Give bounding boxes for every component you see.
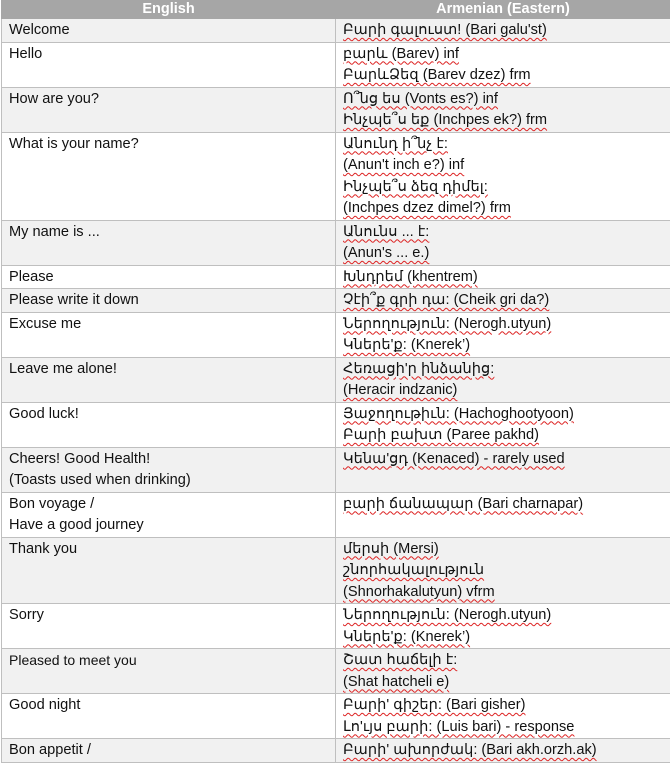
armenian-text: բարի ճանապար (Bari charnapar) xyxy=(343,494,663,516)
english-text: Cheers! Good Health! xyxy=(9,449,328,471)
armenian-text: Անունս ... է: xyxy=(343,222,663,244)
armenian-text: Ինչպե՞ս ձեզ դիմել: xyxy=(343,177,663,199)
armenian-phrase-cell xyxy=(336,220,670,265)
english-text: Hello xyxy=(9,44,328,66)
armenian-phrase-cell xyxy=(336,492,670,537)
armenian-text: Ո՞նց ես (Vonts es?) inf xyxy=(343,89,663,111)
english-phrase-cell xyxy=(2,312,336,357)
armenian-text: Բարի' գիշեր: (Bari gisher) xyxy=(343,695,663,717)
english-phrase-cell xyxy=(2,265,336,289)
armenian-text: Բարի գալուստ! (Bari galu'st) xyxy=(343,20,663,42)
english-phrase-cell xyxy=(2,604,336,649)
armenian-text: Կներե'ք: (Knerek’) xyxy=(343,335,663,357)
armenian-text: (Shnorhakalutyun) vfrm xyxy=(343,582,663,604)
table-row xyxy=(2,312,670,357)
header-english: English xyxy=(2,1,336,19)
armenian-text: Բարի բախտ (Paree pakhd) xyxy=(343,425,663,447)
armenian-phrase-cell xyxy=(336,447,670,492)
table-row xyxy=(2,492,670,537)
english-phrase-cell xyxy=(2,492,336,537)
armenian-text: Բարի' ախորժակ: (Bari akh.orzh.ak) xyxy=(343,740,663,762)
armenian-phrase-cell xyxy=(336,312,670,357)
english-text: Good luck! xyxy=(9,404,328,426)
english-text: Excuse me xyxy=(9,314,328,336)
table-row xyxy=(2,357,670,402)
english-phrase-cell xyxy=(2,87,336,132)
english-phrase-cell xyxy=(2,402,336,447)
armenian-phrase-cell xyxy=(336,604,670,649)
armenian-text: Ինչպե՞ս եք (Inchpes ek?) frm xyxy=(343,110,663,132)
table-row xyxy=(2,19,670,43)
armenian-text: մերսի (Mersi) xyxy=(343,539,663,561)
english-phrase-cell xyxy=(2,739,336,763)
armenian-text: Հեռացի'ր ինձանից: xyxy=(343,359,663,381)
table-row xyxy=(2,694,670,739)
table-row xyxy=(2,402,670,447)
armenian-phrase-cell xyxy=(336,19,670,43)
english-text: What is your name? xyxy=(9,134,328,156)
armenian-phrase-cell xyxy=(336,357,670,402)
english-phrase-cell xyxy=(2,19,336,43)
english-text: Please xyxy=(9,267,328,289)
table-row xyxy=(2,447,670,492)
armenian-text: Ներողություն: (Nerogh.utyun) xyxy=(343,314,663,336)
table-row xyxy=(2,87,670,132)
table-row xyxy=(2,537,670,604)
header-armenian: Armenian (Eastern) xyxy=(336,1,670,19)
armenian-text: ԲարևՁեզ (Barev dzez) frm xyxy=(343,65,663,87)
english-text: Please write it down xyxy=(9,290,328,312)
english-text: Thank you xyxy=(9,539,328,561)
armenian-text: (Inchpes dzez dimel?) frm xyxy=(343,198,663,220)
armenian-text: Չէի՞ք գրի դա: (Cheik gri da?) xyxy=(343,290,663,312)
header-row xyxy=(2,1,670,19)
armenian-text: Կենա'ցդ (Kenaced) - rarely used xyxy=(343,449,663,471)
table-row xyxy=(2,604,670,649)
english-phrase-cell xyxy=(2,447,336,492)
english-phrase-cell xyxy=(2,694,336,739)
armenian-text: բարև (Barev) inf xyxy=(343,44,663,66)
armenian-phrase-cell xyxy=(336,42,670,87)
table-row xyxy=(2,220,670,265)
armenian-phrase-cell xyxy=(336,739,670,763)
english-text: (Toasts used when drinking) xyxy=(9,470,328,492)
armenian-text: Յաջողութիւն: (Hachoghootyoon) xyxy=(343,404,663,426)
english-phrase-cell xyxy=(2,649,336,694)
armenian-text: Անունդ ի՞նչ է: xyxy=(343,134,663,156)
armenian-phrase-cell xyxy=(336,694,670,739)
english-text: Welcome xyxy=(9,20,328,42)
armenian-text: Խնդրեմ (khentrem) xyxy=(343,267,663,289)
english-phrase-cell xyxy=(2,357,336,402)
armenian-phrase-cell xyxy=(336,87,670,132)
english-text: Pleased to meet you xyxy=(9,650,328,672)
english-text: Leave me alone! xyxy=(9,359,328,381)
armenian-text: շնորհակալություն xyxy=(343,560,663,582)
english-phrase-cell xyxy=(2,537,336,604)
armenian-text: Շատ հաճելի է: xyxy=(343,650,663,672)
armenian-phrase-cell xyxy=(336,289,670,313)
armenian-phrase-cell xyxy=(336,265,670,289)
table-row xyxy=(2,739,670,763)
armenian-phrase-cell xyxy=(336,649,670,694)
english-text: My name is ... xyxy=(9,222,328,244)
armenian-text: Ներողություն: (Nerogh.utyun) xyxy=(343,605,663,627)
english-text: Good night xyxy=(9,695,328,717)
english-phrase-cell xyxy=(2,132,336,220)
english-text: Sorry xyxy=(9,605,328,627)
english-phrase-cell xyxy=(2,42,336,87)
english-text: How are you? xyxy=(9,89,328,111)
table-row xyxy=(2,132,670,220)
table-row xyxy=(2,649,670,694)
armenian-phrase-cell xyxy=(336,132,670,220)
armenian-text: Կներե'ք: (Knerek’) xyxy=(343,627,663,649)
table-row xyxy=(2,265,670,289)
armenian-text: Լո'ւյս բարի: (Luis bari) - response xyxy=(343,717,663,739)
armenian-text: (Anun't inch e?) inf xyxy=(343,155,663,177)
armenian-phrase-cell xyxy=(336,402,670,447)
table-row xyxy=(2,42,670,87)
armenian-text: (Shat hatcheli e) xyxy=(343,672,663,694)
armenian-phrase-cell xyxy=(336,537,670,604)
armenian-text: (Anun's ... e.) xyxy=(343,243,663,265)
table-row xyxy=(2,289,670,313)
armenian-text: (Heracir indzanic) xyxy=(343,380,663,402)
english-phrase-cell xyxy=(2,220,336,265)
english-phrase-cell xyxy=(2,289,336,313)
phrasebook-table xyxy=(1,0,670,763)
english-text: Bon voyage / xyxy=(9,494,328,516)
english-text: Have a good journey xyxy=(9,515,328,537)
english-text: Bon appetit / xyxy=(9,740,328,762)
